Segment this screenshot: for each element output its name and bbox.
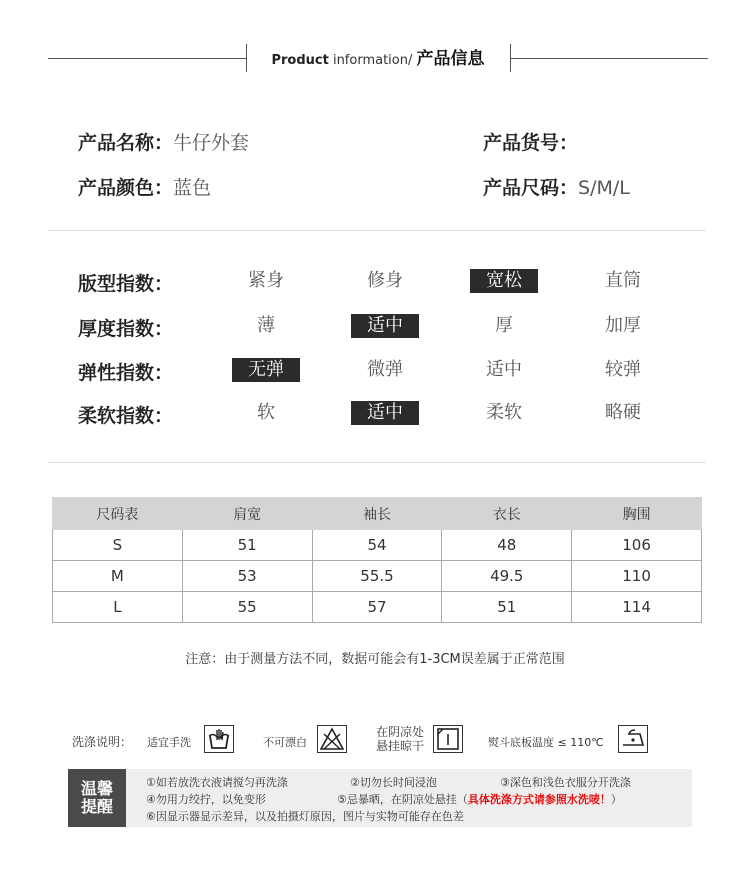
no-bleach-label: 不可漂白 [263,736,307,749]
iron-icon [618,725,648,753]
divider-top [48,230,706,231]
softness-option: 软 [257,402,275,423]
shade-dry-line-1: 在阴凉处 [376,725,425,739]
product-color-value: 蓝色 [173,177,212,199]
column-header: 尺码表 [53,498,183,530]
elasticity-option: 适中 [486,359,522,380]
title-en: information/ [328,53,417,68]
reminder-item-6: ⑥因显示器显示差异，以及拍摄灯原因，图片与实物可能存在色差 [146,810,464,823]
section-title [252,44,504,69]
hand-wash-label: 适宜手洗 [147,736,191,749]
reminder-item-3: ③深色和浅色衣服分开洗涤 [500,776,631,789]
elasticity-option: 微弹 [367,359,403,380]
elasticity-option-selected: 无弹 [232,358,300,382]
table-cell: L [53,592,183,623]
measurement-note: 注意：由于测量方法不同，数据可能会有1-3CM误差属于正常范围 [185,652,565,667]
reminder-tag [68,769,126,827]
reminder-item-1: ①如若放洗衣液请搅匀再洗涤 [146,776,288,789]
product-color-label: 产品颜色： [78,177,174,199]
reminder-item-5-text: ⑤忌暴晒，在阴凉处悬挂（ [337,793,468,806]
elasticity-index-label: 弹性指数： [78,362,174,384]
column-header: 肩宽 [182,498,312,530]
reminder-item-5-warning: 具体洗涤方式请参照水洗唛！ [467,793,611,806]
column-header: 胸围 [572,498,702,530]
fit-option: 直筒 [605,270,641,291]
table-cell: 110 [572,561,702,592]
softness-option: 略硬 [605,402,641,423]
table-cell: 106 [572,530,702,561]
hand-wash-icon [204,725,234,753]
table-cell: 48 [442,530,572,561]
product-name-label: 产品名称： [78,132,174,154]
thickness-option: 厚 [495,315,513,336]
iron-temp-label: 熨斗底板温度 ≤ 110℃ [488,736,604,749]
title-en-bold: Product [271,53,329,68]
washing-title: 洗涤说明： [72,735,133,749]
fit-index-label: 版型指数： [78,273,174,295]
no-bleach-icon [317,725,347,753]
product-size-label: 产品尺码： [483,177,579,199]
elasticity-option: 较弹 [605,359,641,380]
reminder-item-5 [337,791,622,807]
thickness-index-label: 厚度指数： [78,318,174,340]
header-rule-right [510,58,708,59]
shade-dry-line-2: 悬挂晾干 [376,739,425,753]
table-cell: 55 [182,592,312,623]
fit-option-selected: 宽松 [470,269,538,293]
thickness-option: 薄 [257,315,275,336]
divider-bottom [48,462,706,463]
table-cell: 54 [312,530,442,561]
reminder-item-5-end: ） [610,793,622,806]
header-rule-left [48,58,246,59]
table-cell: 55.5 [312,561,442,592]
table-row [53,530,702,561]
product-size-value: S/M/L [578,177,630,199]
shade-dry-label [376,725,424,753]
shade-dry-icon [433,725,463,753]
thickness-option-selected: 适中 [351,314,419,338]
product-name-value: 牛仔外套 [173,132,250,154]
table-cell: 51 [182,530,312,561]
reminder-item-2: ②切勿长时间浸泡 [350,776,437,789]
fit-option: 紧身 [248,270,284,291]
size-table-header-row [53,498,702,530]
table-row [53,561,702,592]
table-cell: M [53,561,183,592]
table-cell: 114 [572,592,702,623]
table-cell: 49.5 [442,561,572,592]
column-header: 袖长 [312,498,442,530]
title-cn: 产品信息 [416,49,485,69]
thickness-option: 加厚 [605,315,641,336]
reminder-tag-line-1: 温馨 [80,779,113,798]
softness-index-label: 柔软指数： [78,405,174,427]
product-sku [483,128,578,155]
reminder-tag-line-2: 提醒 [80,797,113,816]
table-row [53,592,702,623]
table-cell: 53 [182,561,312,592]
softness-option-selected: 适中 [351,401,419,425]
product-name [78,128,249,155]
column-header: 衣长 [442,498,572,530]
size-table [52,497,702,623]
reminder-item-4: ④勿用力绞拧，以免变形 [146,793,266,806]
softness-option: 柔软 [486,402,522,423]
header-tick-left [246,44,247,72]
table-cell: 57 [312,592,442,623]
fit-option: 修身 [367,270,403,291]
table-cell: S [53,530,183,561]
table-cell: 51 [442,592,572,623]
product-color [78,173,211,200]
product-size [483,173,630,200]
product-sku-label: 产品货号： [483,132,579,154]
